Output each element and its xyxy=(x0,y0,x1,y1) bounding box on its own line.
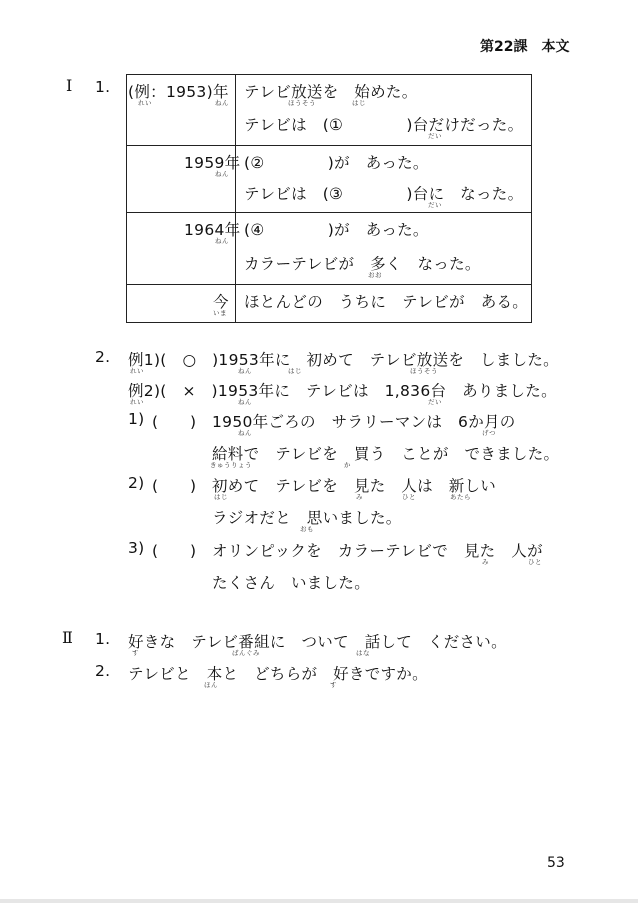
ruby: す xyxy=(132,649,139,657)
table-row-1-year: (例：1953)年 xyxy=(128,83,229,101)
question-2-1-text: 好きな テレビ番組に ついて 話して ください。 xyxy=(128,633,507,651)
ruby: だい xyxy=(428,398,442,406)
page-number: 53 xyxy=(547,855,565,871)
table-row-2-line-1: (② )が あった。 xyxy=(244,154,429,172)
ruby: ほうそう xyxy=(288,99,316,107)
example-2: 例2)( × )1953年に テレビは 1,836台 ありました。 xyxy=(128,382,557,400)
ruby: いま xyxy=(213,309,227,317)
ruby: か xyxy=(344,461,351,469)
item-2-number: 2) xyxy=(128,474,145,492)
ruby: ばんぐみ xyxy=(232,649,260,657)
table-row-2-line-2: テレビは (③ )台に なった。 xyxy=(244,185,524,203)
ruby: れい xyxy=(130,367,144,375)
section-2-numeral: Ⅱ xyxy=(62,628,73,647)
item-1-answer-blank[interactable]: ( ) xyxy=(152,413,197,431)
page-bottom-edge xyxy=(0,899,638,903)
ruby: はじ xyxy=(214,493,228,501)
table-row-4-year: 今 xyxy=(213,293,229,311)
item-1-line-2: 給料で テレビを 買う ことが できました。 xyxy=(212,445,560,463)
ruby: おも xyxy=(300,525,314,533)
item-1-line-1: 1950年ごろの サラリーマンは 6か月の xyxy=(212,413,516,431)
lesson-header: 第22課 本文 xyxy=(480,39,570,55)
ruby: あたら xyxy=(450,493,471,501)
ruby: ねん xyxy=(215,237,229,245)
ruby: ねん xyxy=(238,429,252,437)
question-2-2-number: 2. xyxy=(95,662,111,680)
item-3-answer-blank[interactable]: ( ) xyxy=(152,542,197,560)
item-1-number: 1) xyxy=(128,410,145,428)
question-1-2-number: 2. xyxy=(95,348,111,366)
ruby: ねん xyxy=(215,170,229,178)
table-row-2-year: 1959年 xyxy=(184,154,241,172)
question-2-1-number: 1. xyxy=(95,630,111,648)
item-2-line-2: ラジオだと 思いました。 xyxy=(212,509,402,527)
ruby: ねん xyxy=(238,398,252,406)
item-3-line-1: オリンピックを カラーテレビで 見た 人が xyxy=(212,542,543,560)
ruby: おお xyxy=(368,271,382,279)
ruby: み xyxy=(482,558,489,566)
question-1-1-number: 1. xyxy=(95,78,111,96)
table-row-1-line-2: テレビは (① )台だけだった。 xyxy=(244,116,524,134)
question-2-2-text: テレビと 本と どちらが 好きですか。 xyxy=(128,665,428,683)
ruby: だい xyxy=(428,132,442,140)
ruby: ひと xyxy=(402,493,416,501)
ruby: ねん xyxy=(238,367,252,375)
ruby: だい xyxy=(428,201,442,209)
table-row-4-line-1: ほとんどの うちに テレビが ある。 xyxy=(244,293,529,311)
table-row-3-line-2: カラーテレビが 多く なった。 xyxy=(244,255,481,273)
item-3-line-2: たくさん いました。 xyxy=(212,574,371,592)
item-2-answer-blank[interactable]: ( ) xyxy=(152,477,197,495)
ruby: ひと xyxy=(528,558,542,566)
ruby: はじ xyxy=(352,99,366,107)
ruby: す xyxy=(330,681,337,689)
table-row-3-line-1: (④ )が あった。 xyxy=(244,221,429,239)
ruby: れい xyxy=(138,99,152,107)
item-2-line-1: 初めて テレビを 見た 人は 新しい xyxy=(212,477,497,495)
ruby: ほうそう xyxy=(410,367,438,375)
table-row-3-year: 1964年 xyxy=(184,221,241,239)
ruby: ほん xyxy=(204,681,218,689)
ruby: げつ xyxy=(482,429,496,437)
table-row-1-line-1: テレビ放送を 始めた。 xyxy=(244,83,418,101)
ruby: はな xyxy=(356,649,370,657)
ruby: み xyxy=(356,493,363,501)
ruby: きゅうりょう xyxy=(210,461,252,469)
ruby: ねん xyxy=(215,99,229,107)
example-1: 例1)( ○ )1953年に 初めて テレビ放送を しました。 xyxy=(128,351,559,369)
item-3-number: 3) xyxy=(128,539,145,557)
section-1-numeral: Ⅰ xyxy=(66,76,73,95)
ruby: れい xyxy=(130,398,144,406)
ruby: はじ xyxy=(288,367,302,375)
